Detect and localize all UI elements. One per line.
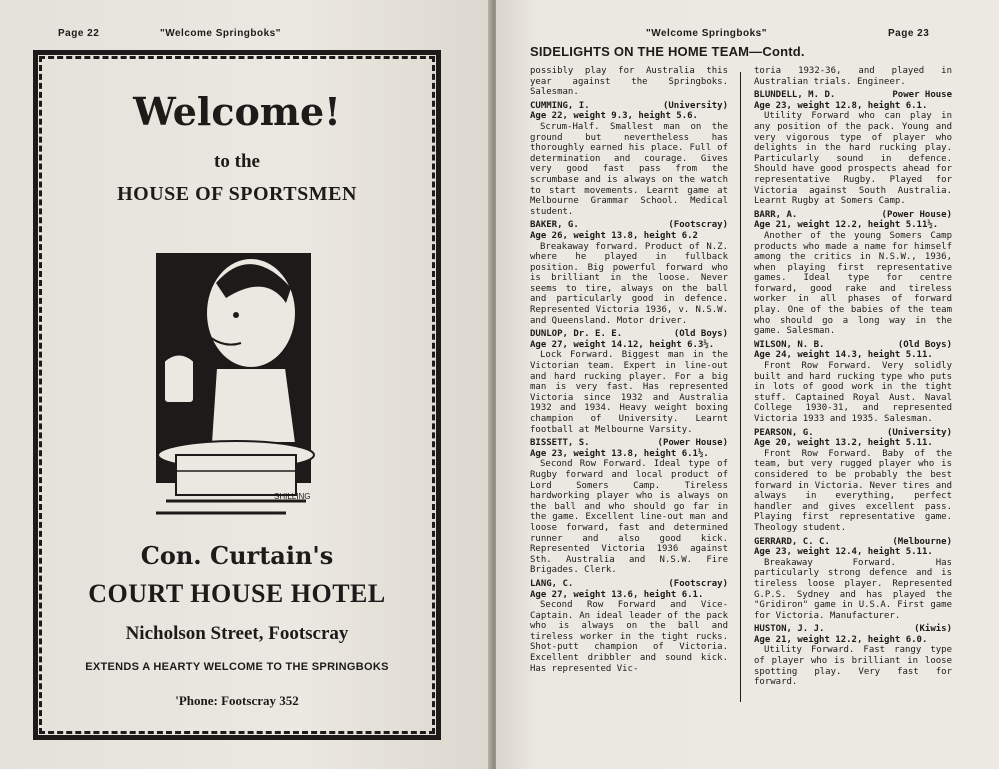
player-entry (754, 90, 952, 207)
continuation-text: possibly play for Australia this year against the Springboks. Salesman. (530, 66, 728, 98)
player-description: Breakaway Forward. Has particularly strong defence and is tireless loose player. Represented G.P.S. Sydney and has played the "Gridiron" game in U.S.A. First game for Victoria. Manufacturer. (754, 557, 952, 621)
ad-headline: Welcome! (133, 89, 341, 134)
player-heading (754, 428, 952, 439)
player-heading (530, 438, 728, 449)
player-description: Scrum-Half. Smallest man on the ground but nevertheless has thoroughly earned his place. Full of determination and courage. Gives very good fast pass from the scrumbase and is always on the watch to start movements. Learnt game at Melbourne Grammar School. Medical student. (530, 121, 728, 217)
player-entry (530, 579, 728, 674)
player-description: Utility Forward who can play in any position of the pack. Young and very vigorous type of player who delights in the hard rucking play. Particularly sound in defence. Should have good prospects ahead for representative Rugby. Played for Victoria against South Australia. Learnt Rugby at Somers Camp. (754, 111, 952, 207)
player-entry (530, 101, 728, 218)
player-description: Utility Forward. Fast rangy type of player who is brilliant in loose spotting play. Very fast for forward. (754, 645, 952, 688)
player-entry (530, 220, 728, 326)
player-stats: Age 21, weight 12.2, height 5.11½. (754, 220, 939, 231)
player-heading (530, 329, 728, 340)
running-title-left: "Welcome Springboks" (160, 28, 281, 39)
player-entry (754, 210, 952, 337)
player-entry (754, 428, 952, 534)
section-title: SIDELIGHTS ON THE HOME TEAM—Contd. (530, 44, 805, 59)
page-number-left: Page 22 (58, 28, 100, 39)
column-divider (740, 72, 741, 702)
player-heading (754, 340, 952, 351)
player-stats: Age 23, weight 12.4, height 5.11. (754, 547, 933, 558)
player-name: LANG, C. (530, 578, 574, 589)
player-stats: Age 27, weight 13.6, height 6.1. (530, 589, 704, 600)
player-name: BAKER, G. (530, 220, 579, 231)
player-club: (Old Boys) (673, 329, 728, 340)
player-description: Another of the young Somers Camp products who made a name for himself among the critics in N.S.W., 1936, when playing first representative games. Ideal type for centre forward, good rake and tireless worker in all phases of forward play. One of the babies of the team who should go a long way in the game. Salesman. (754, 230, 952, 337)
player-description: Second Row Forward and Vice-Captain. An ideal leader of the pack who is always on the ball and tireless worker in the tight rucks. Shot-putt champion of Victoria. Excellent dribbler and sound kick. Has represented Vic- (530, 600, 728, 674)
caricature-illustration (156, 243, 326, 523)
player-entry (530, 329, 728, 435)
ad-phone: 'Phone: Footscray 352 (175, 693, 299, 708)
player-club: (Old Boys) (897, 339, 952, 350)
player-name: PEARSON, G. (754, 427, 814, 438)
left-page (0, 0, 492, 769)
page-number-right: Page 23 (888, 28, 930, 39)
player-stats: Age 23, weight 13.8, height 6.1½. (530, 448, 709, 459)
player-entry (754, 537, 952, 622)
ad-message: EXTENDS A HEARTY WELCOME TO THE SPRINGBOKS (85, 661, 389, 673)
player-club: (Footscray) (668, 578, 728, 589)
player-stats: Age 27, weight 14.12, height 6.3½. (530, 339, 715, 350)
column-left (530, 66, 728, 766)
player-stats: Age 20, weight 13.2, height 5.11. (754, 438, 933, 449)
advertisement (33, 50, 441, 740)
player-entry (754, 624, 952, 688)
ad-hotel-name: COURT HOUSE HOTEL (88, 579, 386, 608)
player-club: (Footscray) (668, 220, 728, 231)
player-club: (Kiwis) (914, 624, 952, 635)
player-stats: Age 22, weight 9.3, height 5.6. (530, 111, 698, 122)
player-heading (754, 537, 952, 548)
player-stats: Age 24, weight 14.3, height 5.11. (754, 350, 933, 361)
player-name: HUSTON, J. J. (754, 624, 825, 635)
player-description: Lock Forward. Biggest man in the Victorian team. Expert in line-out and hard rucking player. For a big man is very fast. Has represented Victoria since 1932 and Australia 1932 and 1934. Heavy weight boxing champion of University. Learnt football at Melbourne Varsity. (530, 350, 728, 435)
ad-to-the: to the (214, 151, 260, 172)
player-club: (Melbourne) (892, 536, 952, 547)
player-name: BARR, A. (754, 209, 798, 220)
player-entry (754, 340, 952, 425)
player-heading (754, 90, 952, 101)
column-right (754, 66, 952, 766)
player-name: DUNLOP, Dr. E. E. (530, 329, 623, 340)
player-stats: Age 26, weight 13.8, height 6.2 (530, 230, 698, 241)
player-description: Front Row Forward. Baby of the team, but very rugged player who is considered to be probably the best forward in Victoria. Never tires and always in everything, perfect handler and gives excellent pass. Playing first representative game. Theology student. (754, 448, 952, 533)
player-club: (University) (886, 427, 952, 438)
player-description: Breakaway forward. Product of N.Z. where he played in fullback position. Big powerful forward who is brilliant in the loose. Never seems to tire, always on the ball and particularly good in defence. Represented Victoria 1936, v. N.S.W. and Queensland. Motor driver. (530, 241, 728, 326)
player-heading (754, 210, 952, 221)
player-name: BLUNDELL, M. D. (754, 90, 836, 101)
player-entry (530, 438, 728, 576)
player-name: BISSETT, S. (530, 438, 590, 449)
player-heading (530, 101, 728, 112)
player-stats: Age 21, weight 12.2, height 6.0. (754, 634, 928, 645)
player-club: (Power House) (881, 209, 952, 220)
player-heading (530, 579, 728, 590)
ad-address: Nicholson Street, Footscray (125, 623, 349, 644)
player-heading (530, 220, 728, 231)
player-description: Second Row Forward. Ideal type of Rugby forward and local product of Lord Somers Camp. Tireless hardworking player who is always on the ball and who should go far in the game. Excellent line-out man and loose forward, fast and determined runner and also good kick. Represented Victoria 1936 against Sth. Australia and N.S.W. Fire Brigades. Clerk. (530, 459, 728, 576)
cartoon-signature: SHILLING (274, 492, 311, 501)
continuation-text: toria 1932-36, and played in Australian trials. Engineer. (754, 66, 952, 87)
player-name: WILSON, N. B. (754, 339, 825, 350)
right-page (496, 0, 999, 769)
player-name: GERRARD, C. C. (754, 536, 830, 547)
player-club: (University) (662, 100, 728, 111)
player-description: Front Row Forward. Very solidly built and hard rucking type who puts in lots of good work in the tight stuff. Captained Royal Aust. Naval College 1930-31, and represented Victoria 1933 and 1935. Salesman. (754, 361, 952, 424)
player-name: CUMMING, I. (530, 100, 590, 111)
player-club: Power House (892, 90, 952, 101)
player-stats: Age 23, weight 12.8, height 6.1. (754, 100, 928, 111)
ad-proprietor: Con. Curtain's (140, 541, 334, 570)
running-title-right: "Welcome Springboks" (646, 28, 767, 39)
ad-house-of-sportsmen: HOUSE OF SPORTSMEN (117, 183, 357, 205)
player-club: (Power House) (657, 438, 728, 449)
player-heading (754, 624, 952, 635)
